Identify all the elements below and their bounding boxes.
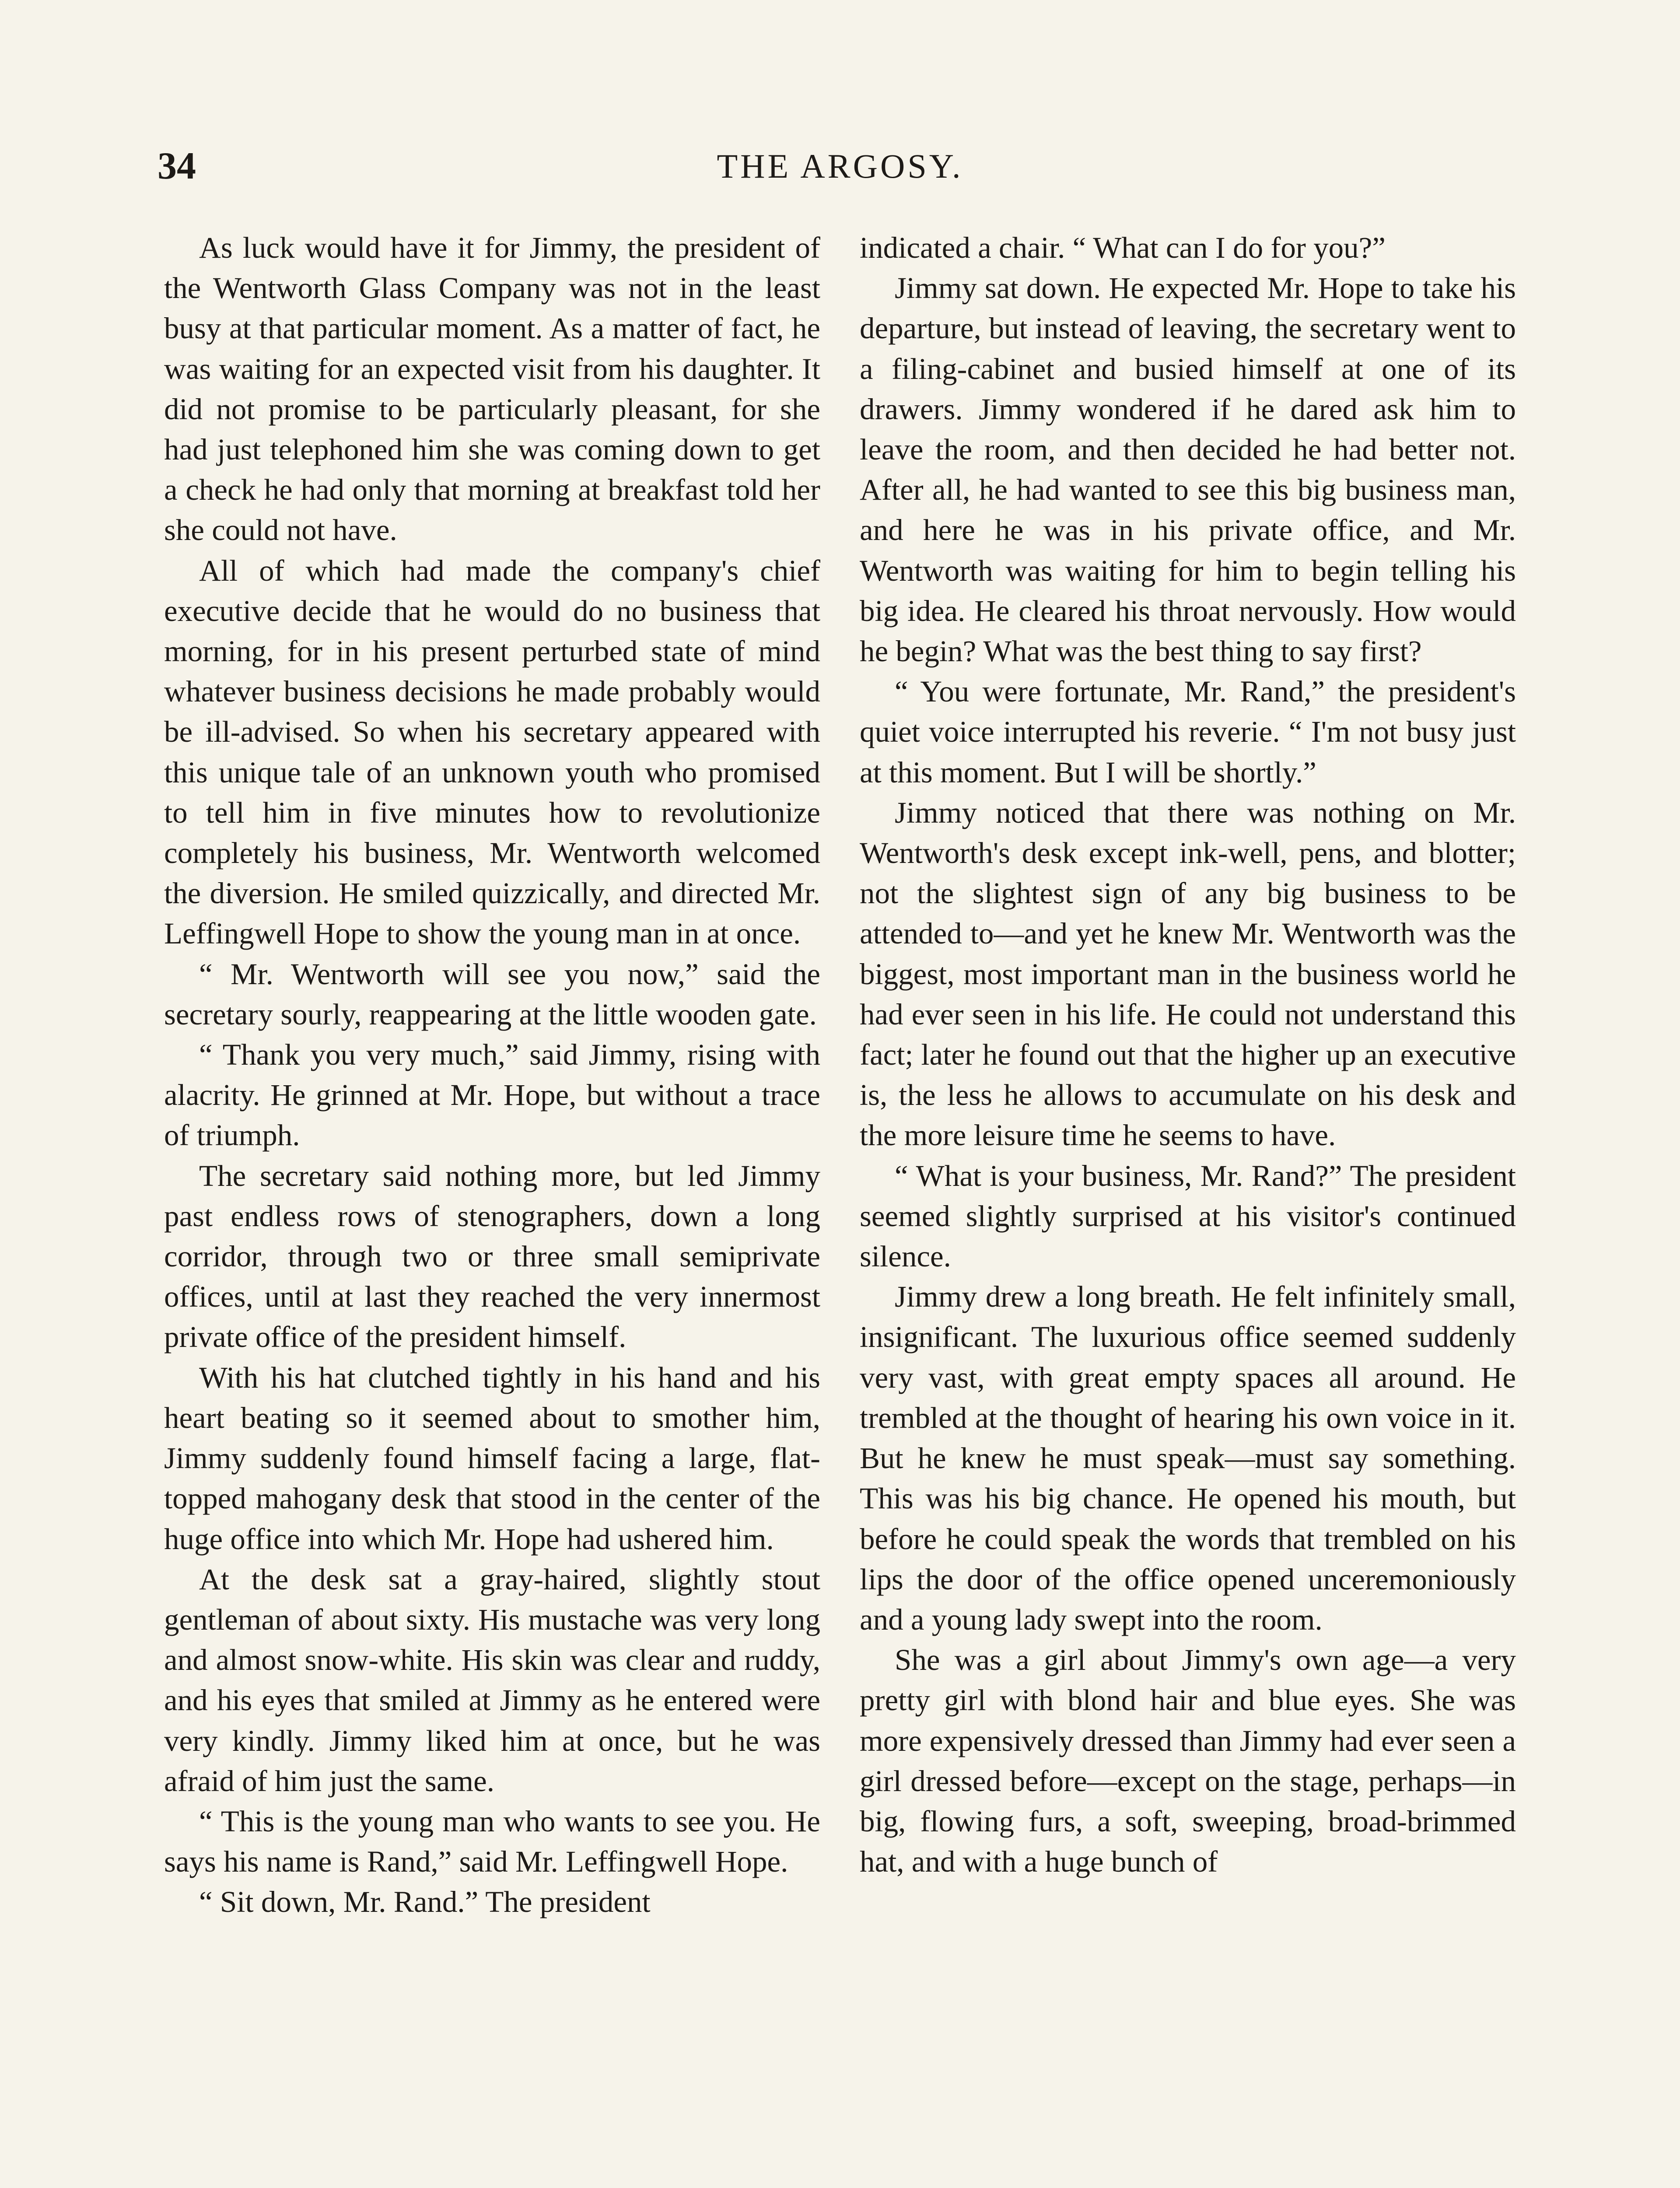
paragraph: The secretary said nothing more, but led Jimmy past endless rows of stenographers, down a long corridor, through two or three small semiprivate offices, until at last they reached the very innermost private office of the president himself. xyxy=(164,1159,820,1354)
paragraph: “ Sit down, Mr. Rand.” The president xyxy=(199,1885,651,1919)
paragraph: With his hat clutched tightly in his hand and his heart beating so it seemed about to smother him, Jimmy suddenly found himself facing a large, flat-topped mahogany desk that stood in the center of the huge office into which Mr. Hope had ushered him. xyxy=(164,1360,820,1556)
running-head: THE ARGOSY. xyxy=(717,147,963,185)
paragraph-continuation: indicated a chair. “ What can I do for you?” xyxy=(860,231,1386,264)
paragraph: She was a girl about Jimmy's own age—a very pretty girl with blond hair and blue eyes. She was more expensively dressed than Jimmy had ever seen a girl dressed before—except on the stage, perhaps—in big, flowing furs, a soft, sweeping, broad-brimmed hat, and with a huge bunch of xyxy=(860,1643,1516,1879)
paragraph: Jimmy noticed that there was nothing on Mr. Wentworth's desk except ink-well, pens, and blotter; not the slightest sign of any big business to be attended to—and yet he knew Mr. Wentworth was the biggest, most important man in the business world he had ever seen in his life. He could not understand this fact; later he found out that the higher up an executive is, the less he allows to accumulate on his desk and the more leisure time he seems to have. xyxy=(860,796,1516,1152)
page-number: 34 xyxy=(158,145,196,187)
paragraph: “ You were fortunate, Mr. Rand,” the president's quiet voice interrupted his reverie. “ I'm not busy just at this moment. But I will be shortly.” xyxy=(860,675,1516,789)
right-column xyxy=(860,228,1516,1882)
left-column xyxy=(164,228,820,1922)
paragraph: “ Mr. Wentworth will see you now,” said the secretary sourly, reappearing at the little wooden gate. xyxy=(164,957,820,1031)
paragraph: As luck would have it for Jimmy, the president of the Wentworth Glass Company was not in the least busy at that particular moment. As a matter of fact, he was waiting for an expected visit from his daughter. It did not promise to be particularly pleasant, for she had just telephoned him she was coming down to get a check he had only that morning at breakfast told her she could not have. xyxy=(164,231,820,547)
paragraph: “ What is your business, Mr. Rand?” The president seemed slightly surprised at his visitor's continued silence. xyxy=(860,1159,1516,1273)
paragraph: Jimmy drew a long breath. He felt infinitely small, insignificant. The luxurious office seemed suddenly very vast, with great empty spaces all around. He trembled at the thought of hearing his own voice in it. But he knew he must speak—must say something. This was his big chance. He opened his mouth, but before he could speak the words that trembled on his lips the door of the office opened unceremoniously and a young lady swept into the room. xyxy=(860,1280,1516,1636)
paragraph: “ This is the young man who wants to see you. He says his name is Rand,” said Mr. Leffingwell Hope. xyxy=(164,1804,820,1879)
paragraph: All of which had made the company's chief executive decide that he would do no business that morning, for in his present perturbed state of mind whatever business decisions he made probably would be ill-advised. So when his secretary appeared with this unique tale of an unknown youth who promised to tell him in five minutes how to revolutionize completely his business, Mr. Wentworth welcomed the diversion. He smiled quizzically, and directed Mr. Leffingwell Hope to show the young man in at once. xyxy=(164,554,820,950)
paragraph: “ Thank you very much,” said Jimmy, rising with alacrity. He grinned at Mr. Hope, but without a trace of triumph. xyxy=(164,1038,820,1152)
paragraph: At the desk sat a gray-haired, slightly stout gentleman of about sixty. His mustache was very long and almost snow-white. His skin was clear and ruddy, and his eyes that smiled at Jimmy as he entered were very kindly. Jimmy liked him at once, but he was afraid of him just the same. xyxy=(164,1562,820,1798)
paragraph: Jimmy sat down. He expected Mr. Hope to take his departure, but instead of leaving, the secretary went to a filing-cabinet and busied himself at one of its drawers. Jimmy wondered if he dared ask him to leave the room, and then decided he had better not. After all, he had wanted to see this big business man, and here he was in his private office, and Mr. Wentworth was waiting for him to begin telling his big idea. He cleared his throat nervously. How would he begin? What was the best thing to say first? xyxy=(860,271,1516,668)
page-header xyxy=(158,144,1522,197)
